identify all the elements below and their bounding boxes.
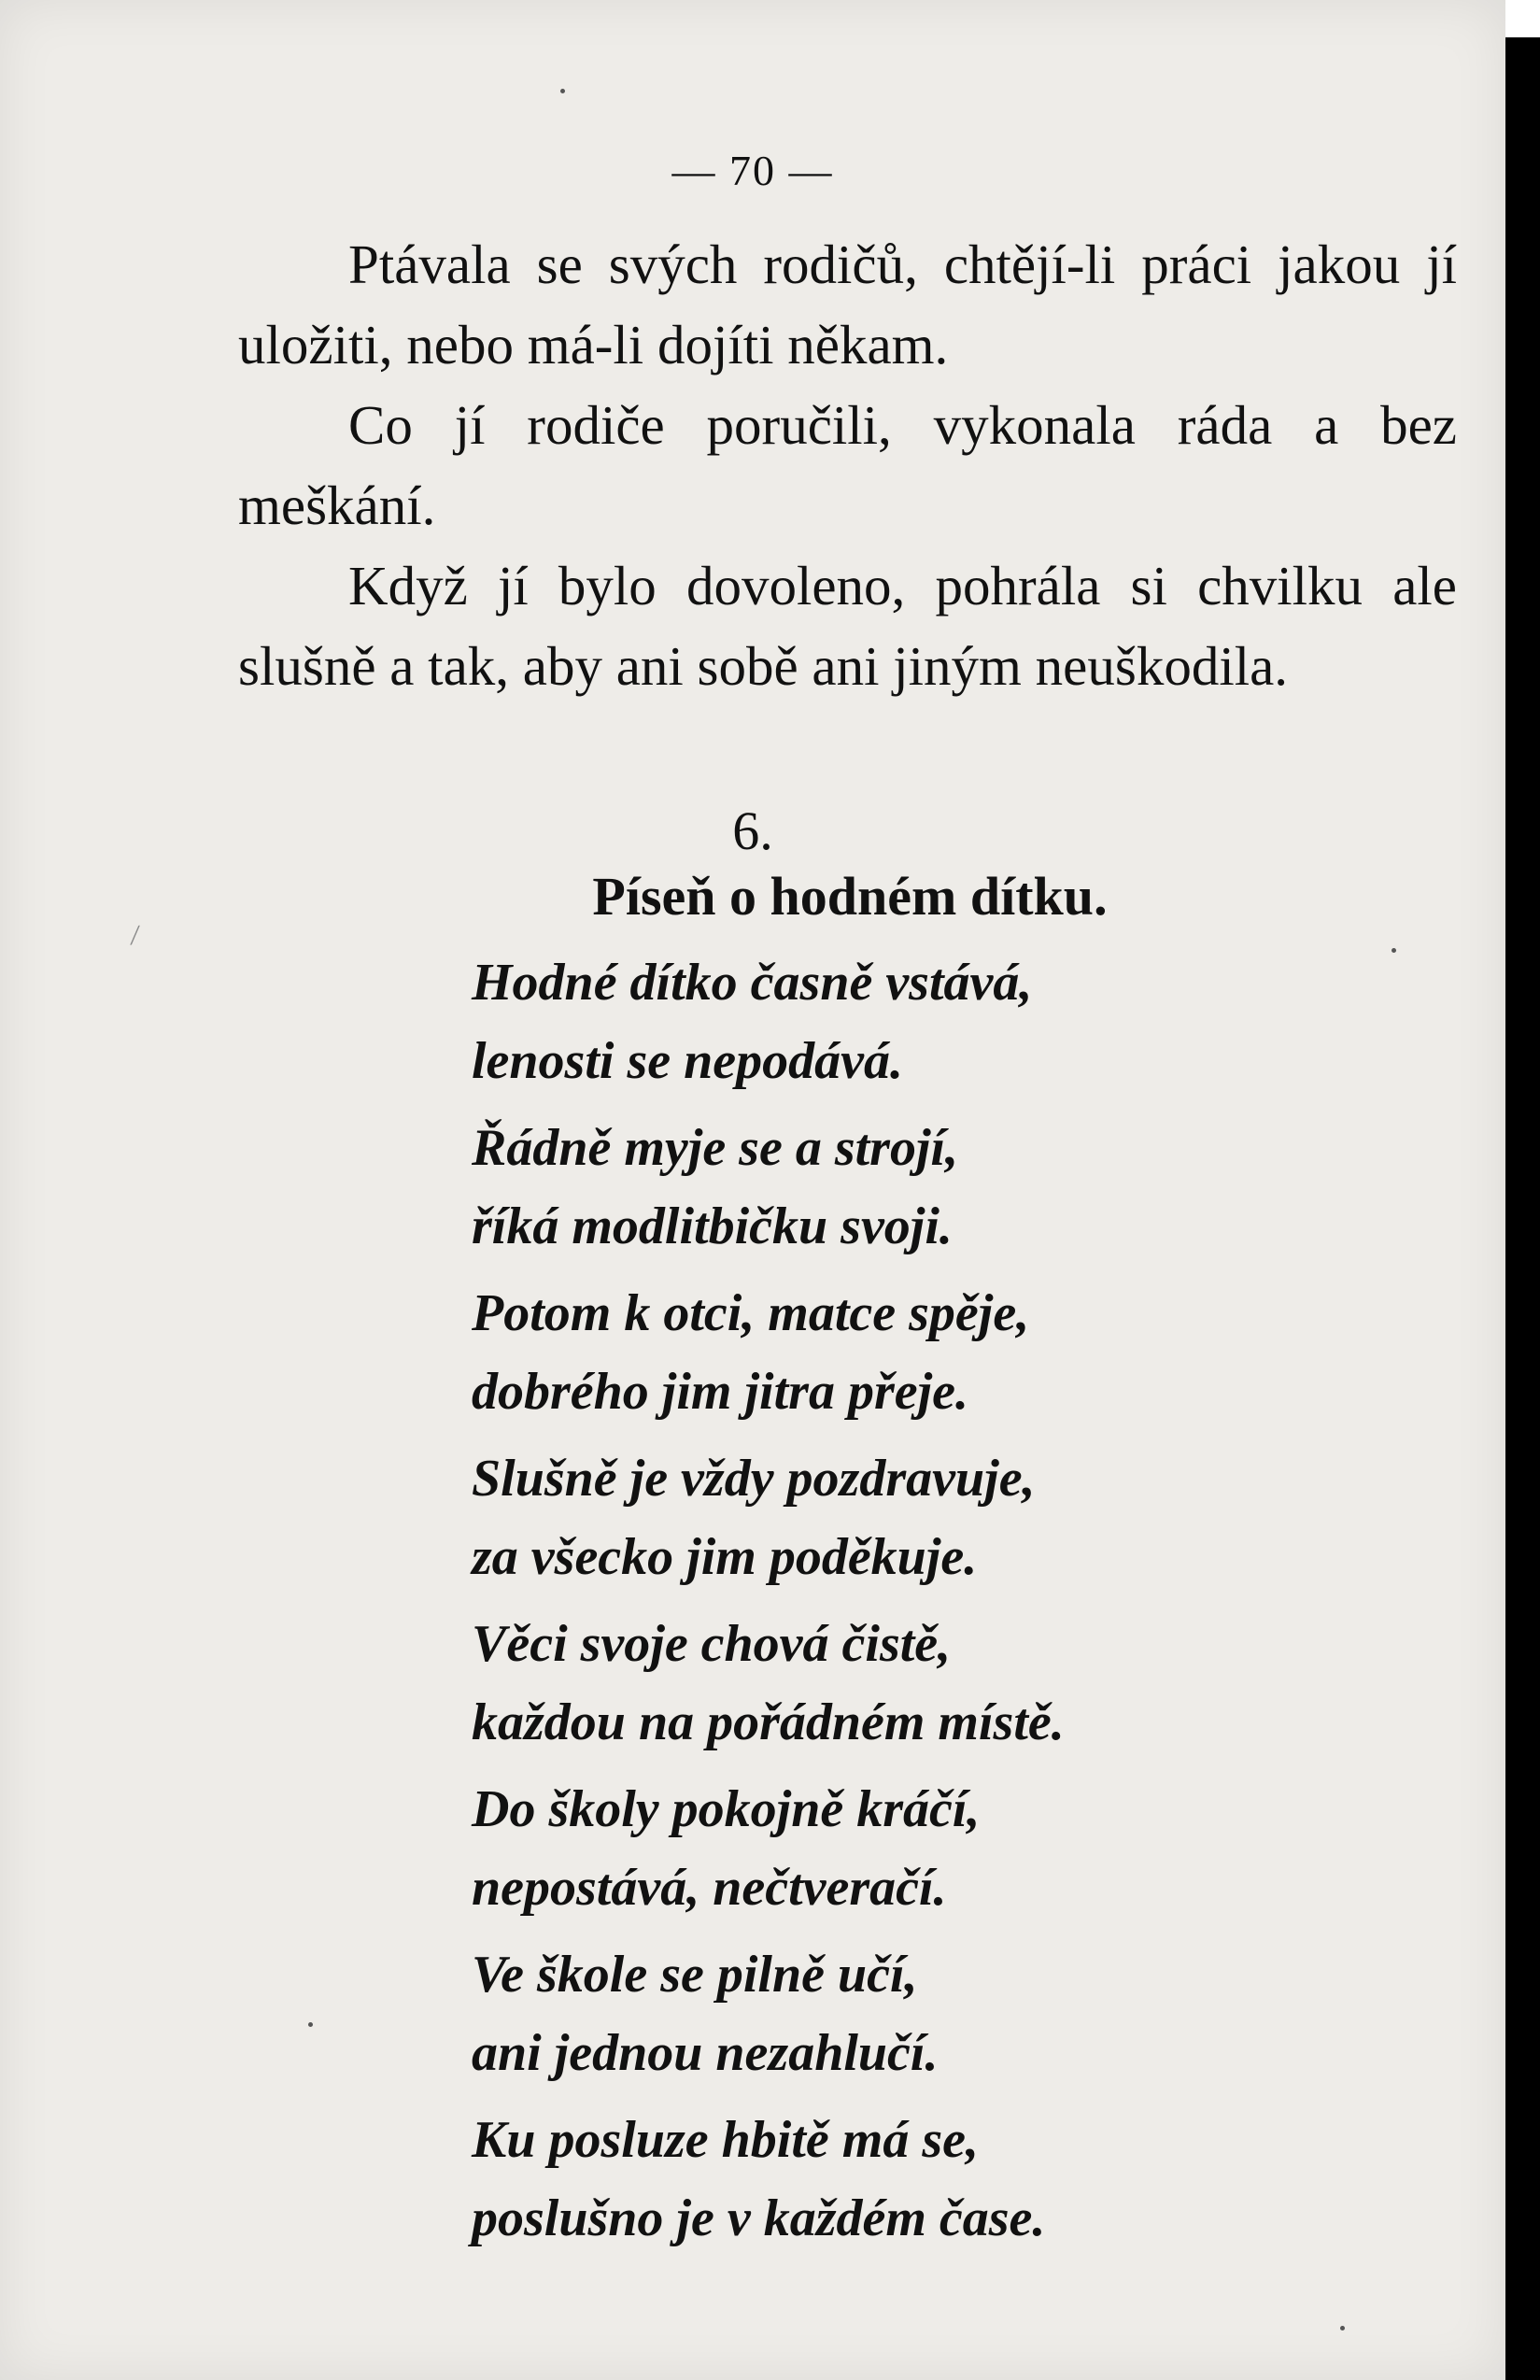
section-number: 6.: [732, 800, 773, 861]
verse-line: říká modlitbičku svoji.: [472, 1197, 953, 1255]
paragraph: Když jí bylo dovoleno, pohrála si chvilku ale slušně a tak, aby ani sobě ani jiným neuškodila.: [238, 555, 1457, 697]
paper-speck: [560, 89, 565, 93]
stanza: [472, 1439, 1499, 1596]
stanza: [472, 2101, 1499, 2258]
paper-speck: [308, 2022, 313, 2027]
verse-line: Potom k otci, matce spěje,: [472, 1284, 1030, 1342]
verse-line: Řádně myje se a strojí,: [472, 1119, 959, 1177]
stanza: [472, 943, 1499, 1100]
verse-line: Ku posluze hbitě má se,: [472, 2111, 979, 2169]
verse-line: Do školy pokojně kráčí,: [472, 1780, 981, 1838]
paper-speck: [1340, 2326, 1345, 2330]
song-title: Píseň o hodném dítku.: [592, 866, 1108, 927]
prose-section: [238, 224, 1457, 706]
verse-line: poslušno je v každém čase.: [472, 2189, 1046, 2247]
stanza: [472, 1935, 1499, 2092]
stanza: [472, 1605, 1499, 1762]
faint-pencil-mark: /: [129, 919, 140, 952]
verse-line: Ve škole se pilně učí,: [472, 1946, 918, 2004]
poem: [472, 943, 1499, 2266]
paper-speck: [1392, 948, 1396, 953]
stanza: [472, 1770, 1499, 1927]
stanza: [472, 1109, 1499, 1266]
verse-line: dobrého jim jitra přeje.: [472, 1363, 968, 1421]
page-edge-border: [1505, 37, 1540, 2380]
paragraph: Ptávala se svých rodičů, chtějí-li práci jakou jí uložiti, nebo má-li dojíti někam.: [238, 234, 1457, 375]
page-number-header: — 70 —: [671, 147, 834, 194]
verse-line: Hodné dítko časně vstává,: [472, 954, 1033, 1012]
paragraph: Co jí rodiče poručili, vykonala ráda a bez meškání.: [238, 394, 1457, 536]
stanza: [472, 1274, 1499, 1431]
verse-line: nepostává, nečtveračí.: [472, 1859, 947, 1917]
verse-line: každou na pořádném místě.: [472, 1693, 1065, 1751]
verse-line: ani jednou nezahlučí.: [472, 2024, 939, 2082]
verse-line: lenosti se nepodává.: [472, 1032, 903, 1090]
verse-line: Věci svoje chová čistě,: [472, 1615, 952, 1673]
verse-line: za všecko jim poděkuje.: [472, 1528, 978, 1586]
verse-line: Slušně je vždy pozdravuje,: [472, 1450, 1036, 1508]
